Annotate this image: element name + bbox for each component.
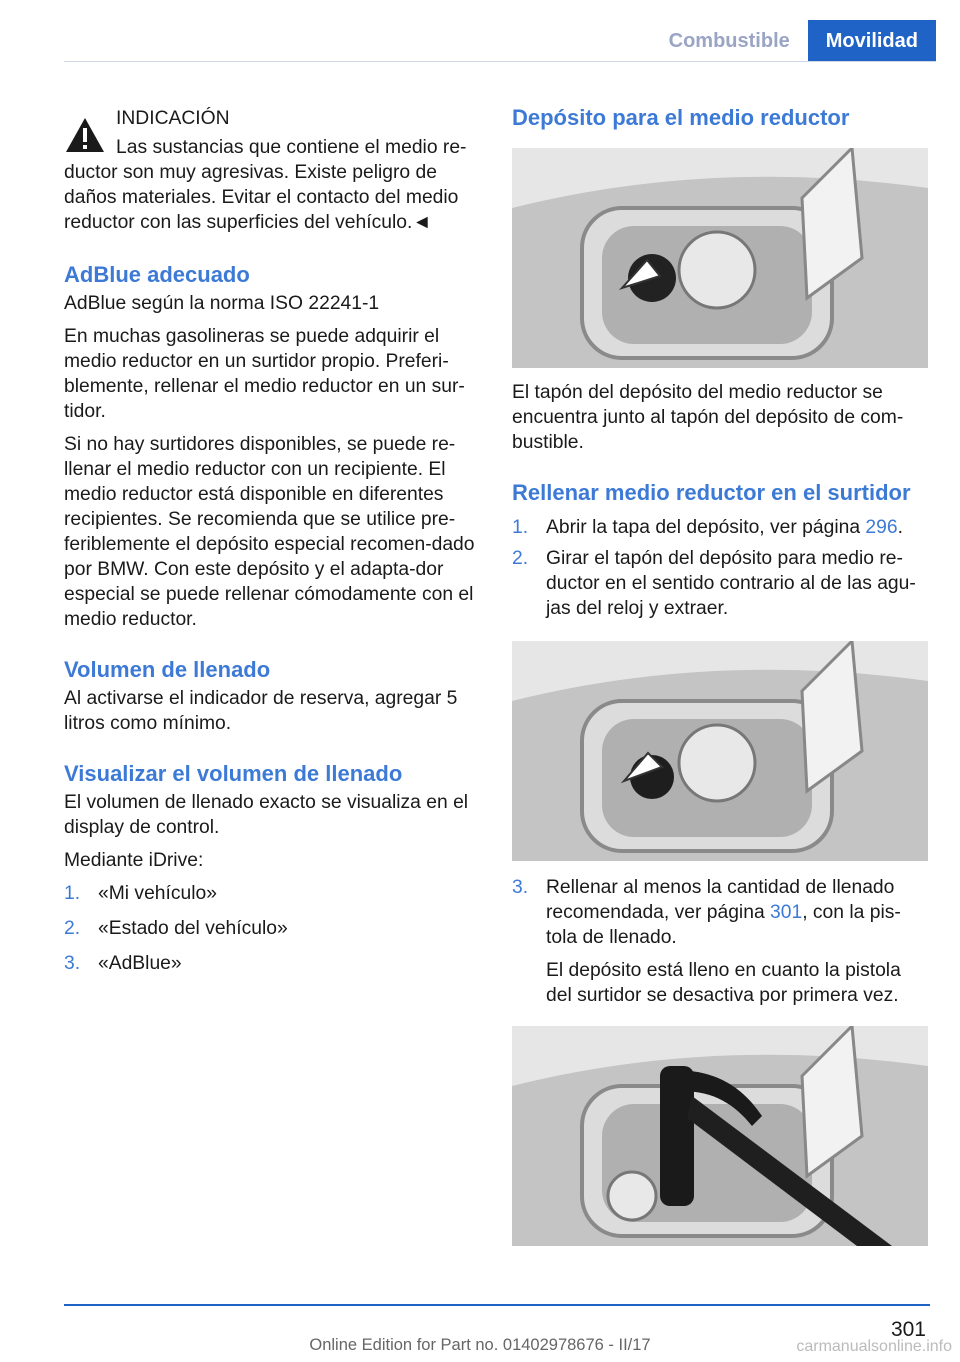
photo-filler-cap bbox=[512, 148, 928, 368]
para-reserva: Al activarse el indicador de reserva, agregar 5 litros como mínimo. bbox=[64, 688, 458, 734]
refill-steps bbox=[512, 515, 928, 621]
right-column bbox=[512, 98, 928, 1246]
warning-lead: Las sustancias que contiene el medio re- bbox=[116, 137, 467, 158]
heading-volumen: Volumen de llenado bbox=[64, 657, 271, 682]
list-item bbox=[64, 881, 478, 906]
photo-cap-removed bbox=[512, 641, 928, 861]
heading-rellenar: Rellenar medio reductor en el surtidor bbox=[512, 480, 911, 505]
refill-steps-cont bbox=[512, 875, 928, 1008]
tab-movilidad[interactable]: Movilidad bbox=[808, 20, 936, 62]
para-norma: AdBlue según la norma ISO 22241-1 bbox=[64, 293, 380, 314]
warning-title: INDICACIÓN bbox=[116, 108, 230, 129]
header-tabs bbox=[651, 20, 936, 62]
step-text: Abrir la tapa del depósito, ver página bbox=[546, 517, 866, 538]
step-number: 1. bbox=[64, 883, 81, 904]
heading-visualizar: Visualizar el volumen de llenado bbox=[64, 761, 403, 786]
footer-edition: Online Edition for Part no. 01402978676 - II/17 bbox=[309, 1336, 651, 1354]
step-number: 2. bbox=[512, 548, 529, 569]
step-text: «Estado del vehículo» bbox=[98, 918, 288, 939]
step-number: 2. bbox=[64, 918, 81, 939]
step-number: 3. bbox=[512, 877, 529, 898]
heading-adblue-adecuado: AdBlue adecuado bbox=[64, 262, 250, 287]
list-item bbox=[512, 515, 928, 540]
warning-body: ductor son muy agresivas. Existe peligro de daños materiales. Evitar el contacto del medio reductor con las superficies del vehículo.◄ bbox=[64, 162, 459, 233]
photo-filling-nozzle bbox=[512, 1026, 928, 1246]
warning-note bbox=[64, 106, 478, 235]
list-item bbox=[512, 546, 928, 621]
page-link-296[interactable]: 296 bbox=[865, 517, 898, 538]
list-item bbox=[64, 916, 478, 941]
footer-rule bbox=[64, 1304, 930, 1306]
step-number: 1. bbox=[512, 517, 529, 538]
step-number: 3. bbox=[64, 953, 81, 974]
warning-triangle-icon bbox=[64, 116, 106, 154]
step-text: «Mi vehículo» bbox=[98, 883, 217, 904]
step-text: «AdBlue» bbox=[98, 953, 182, 974]
step-text-end: , con la pis-tola de llenado. bbox=[546, 902, 901, 948]
para-display: El volumen de llenado exacto se visualiza en el display de control. bbox=[64, 792, 469, 838]
list-item bbox=[64, 951, 478, 976]
step-text: Rellenar al menos la cantidad de llenado recomendada, ver página bbox=[546, 877, 895, 923]
para-recipiente: Si no hay surtidores disponibles, se puede re-llenar el medio reductor con un recipiente. El medio reductor está disponible en diferentes recipientes. Se recomienda que se utilice pre-feriblemente el depósito especial recomen-dado por BMW. Con este depósito y el adapta-dor especial se puede rellenar cómodamente con el medio reductor. bbox=[64, 434, 475, 630]
header-rule bbox=[64, 61, 936, 62]
step-note: El depósito está lleno en cuanto la pistola del surtidor se desactiva por primera vez. bbox=[546, 960, 901, 1006]
page-link-301[interactable]: 301 bbox=[770, 902, 803, 923]
para-tapon-ubicacion: El tapón del depósito del medio reductor se encuentra junto al tapón del depósito de com-bustible. bbox=[512, 382, 904, 453]
list-item bbox=[512, 875, 928, 1008]
left-column bbox=[64, 98, 478, 976]
heading-deposito: Depósito para el medio reductor bbox=[512, 105, 850, 130]
para-idrive: Mediante iDrive: bbox=[64, 850, 204, 871]
idrive-steps bbox=[64, 881, 478, 976]
footer-watermark: carmanualsonline.info bbox=[796, 1338, 952, 1355]
tab-combustible[interactable]: Combustible bbox=[651, 20, 808, 62]
para-gasolineras: En muchas gasolineras se puede adquirir el medio reductor en un surtidor propio. Preferi-blemente, rellenar el medio reductor en un sur-tidor. bbox=[64, 326, 465, 422]
step-text-end: . bbox=[897, 517, 903, 538]
page-number: 301 bbox=[890, 1318, 926, 1341]
step-text: Girar el tapón del depósito para medio re-ductor en el sentido contrario al de las agu-jas del reloj y extraer. bbox=[546, 548, 916, 619]
